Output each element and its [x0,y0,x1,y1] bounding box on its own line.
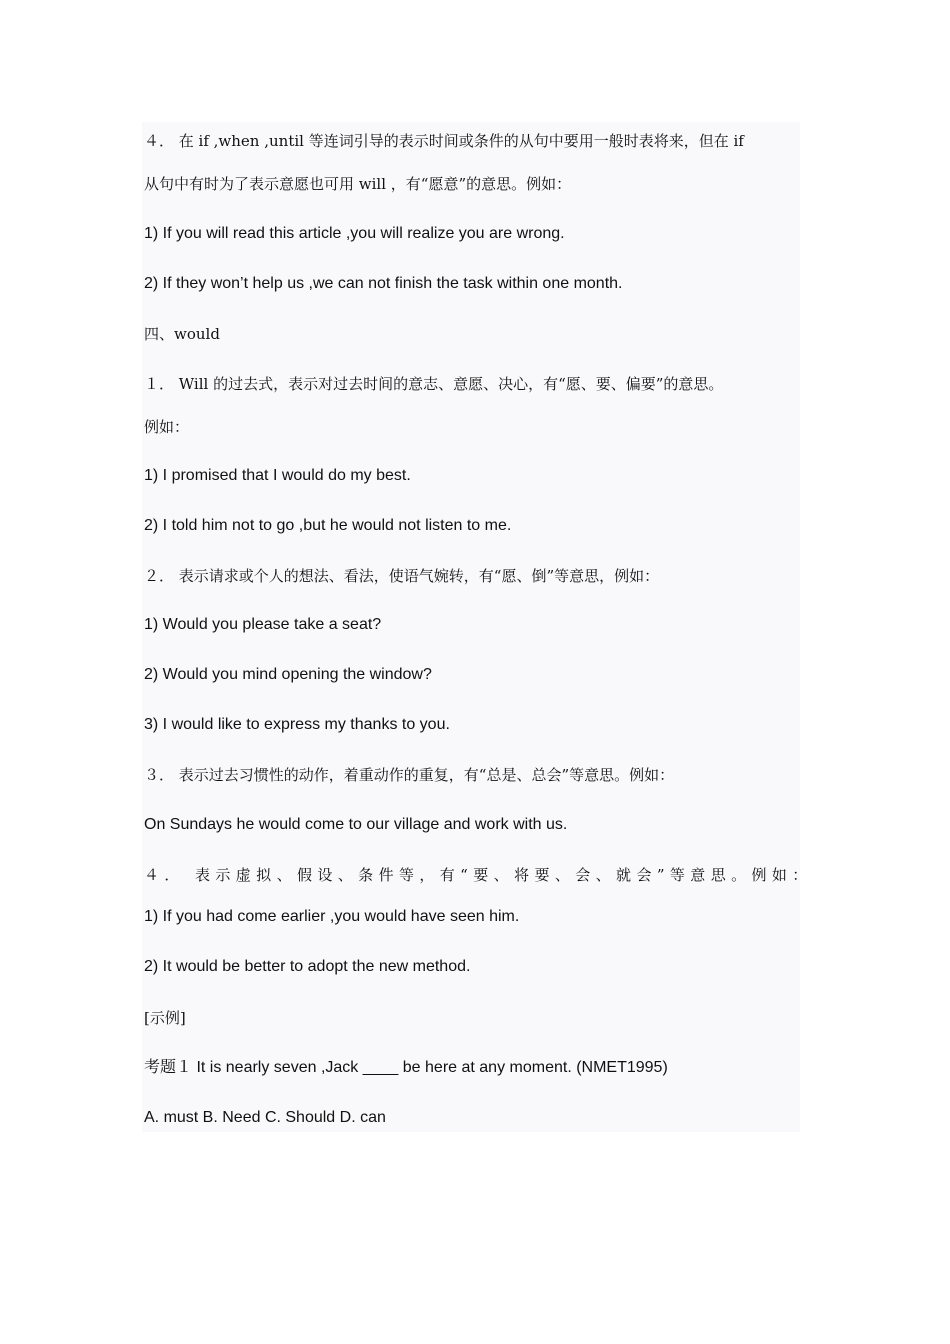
would-example-4: 2) Would you mind opening the window? [144,666,432,683]
would-rule-2: ２． 表示请求或个人的想法、看法，使语气婉转，有“愿、倒”等意思，例如： [144,567,660,585]
example-2: 2) If they won’t help us ,we can not finish the task within one month. [144,275,623,292]
would-rule-3: ３． 表示过去习惯性的动作，着重动作的重复，有“总是、总会”等意思。例如： [144,766,675,784]
would-example-6: On Sundays he would come to our village and work with us. [144,816,568,833]
examples-heading: [示例] [144,1009,186,1027]
section-heading-would: 四、would [144,325,220,343]
would-example-1: 1) I promised that I would do my best. [144,467,411,484]
exam-question-1-options: A. must B. Need C. Should D. can [144,1109,386,1126]
exam-question-1: 考题１ It is nearly seven ,Jack ____ be here at any moment. (NMET1995) [144,1059,668,1076]
would-rule-1-line-1: １． Will 的过去式，表示对过去时间的意志、意愿、决心，有“愿、要、偏要”的意思。 [144,375,724,393]
would-example-2: 2) I told him not to go ,but he would not listen to me. [144,517,512,534]
would-example-8: 2) It would be better to adopt the new method. [144,958,471,975]
would-rule-1-line-2: 例如： [144,418,190,436]
rule-4-line-2: 从句中有时为了表示意愿也可用 will ，有“愿意”的意思。例如： [144,175,572,193]
would-rule-4: ４． 表示虚拟、假设、条件等，有“要、将要、会、就会”等意思。例如： [144,866,813,884]
would-example-7: 1) If you had come earlier ,you would have seen him. [144,908,520,925]
example-1: 1) If you will read this article ,you will realize you are wrong. [144,225,565,242]
would-example-5: 3) I would like to express my thanks to you. [144,716,450,733]
rule-4-line-1: ４． 在 if ,when ,until 等连词引导的表示时间或条件的从句中要用一般时表将来，但在 if [144,132,744,150]
would-example-3: 1) Would you please take a seat? [144,616,382,633]
